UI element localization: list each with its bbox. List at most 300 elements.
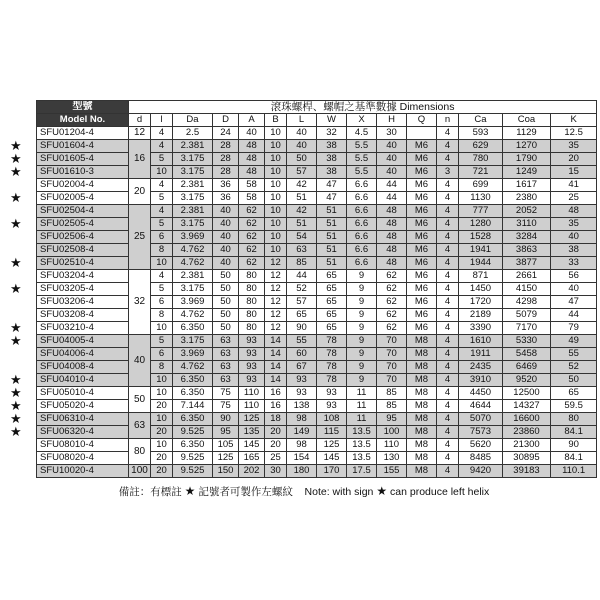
value-h: 40 (377, 140, 407, 153)
value-a: 93 (239, 348, 265, 361)
value-b: 25 (265, 452, 287, 465)
value-n: 4 (437, 127, 459, 140)
value-l: 40 (287, 140, 317, 153)
left-helix-star-icon: ★ (10, 163, 22, 179)
value-a: 48 (239, 140, 265, 153)
value-w: 145 (317, 452, 347, 465)
model-number: SFU08020-4 (37, 452, 129, 465)
value-q: M6 (407, 257, 437, 270)
value-da: 4.762 (173, 361, 213, 374)
value-n: 4 (437, 179, 459, 192)
value-ca: 2435 (459, 361, 503, 374)
table-row (37, 439, 597, 452)
star-icon: ★ (184, 484, 196, 498)
model-number: SFU06310-4 (37, 413, 129, 426)
model-number: SFU03208-4 (37, 309, 129, 322)
left-helix-star-icon: ★ (10, 397, 22, 413)
value-da: 3.969 (173, 296, 213, 309)
value-coa: 12500 (503, 387, 551, 400)
value-a: 62 (239, 244, 265, 257)
value-w: 65 (317, 270, 347, 283)
value-ca: 721 (459, 166, 503, 179)
column-header-q: Q (407, 114, 437, 127)
shaft-diameter-cell: 100 (129, 465, 151, 478)
model-number: SFU10020-4 (37, 465, 129, 478)
value-a: 110 (239, 387, 265, 400)
value-d: 63 (213, 348, 239, 361)
value-q: M8 (407, 465, 437, 478)
value-a: 80 (239, 283, 265, 296)
column-header-d: d (129, 114, 151, 127)
value-ca: 777 (459, 205, 503, 218)
value-h: 30 (377, 127, 407, 140)
value-l: 10 (151, 387, 173, 400)
spec-table-container (8, 100, 600, 498)
value-da: 4.762 (173, 244, 213, 257)
value-x: 6.6 (347, 179, 377, 192)
value-da: 2.381 (173, 179, 213, 192)
value-n: 4 (437, 426, 459, 439)
value-a: 135 (239, 426, 265, 439)
value-a: 145 (239, 439, 265, 452)
value-da: 3.969 (173, 348, 213, 361)
value-l: 5 (151, 153, 173, 166)
value-w: 51 (317, 231, 347, 244)
shaft-diameter-cell: 25 (129, 205, 151, 270)
value-w: 170 (317, 465, 347, 478)
value-h: 70 (377, 374, 407, 387)
value-da: 6.350 (173, 387, 213, 400)
value-k: 12.5 (551, 127, 597, 140)
shaft-diameter-cell: 63 (129, 413, 151, 439)
dimensions-header: 滾珠螺桿、螺帽之基準數據 Dimensions (129, 101, 597, 114)
value-k: 40 (551, 231, 597, 244)
model-number: SFU03206-4 (37, 296, 129, 309)
table-row (37, 166, 597, 179)
value-coa: 3284 (503, 231, 551, 244)
value-ca: 699 (459, 179, 503, 192)
value-w: 47 (317, 179, 347, 192)
value-ca: 3910 (459, 374, 503, 387)
model-number: SFU08010-4 (37, 439, 129, 452)
value-h: 48 (377, 231, 407, 244)
table-row (37, 361, 597, 374)
value-d: 36 (213, 192, 239, 205)
value-h: 62 (377, 270, 407, 283)
value-h: 70 (377, 335, 407, 348)
value-l: 51 (287, 218, 317, 231)
shaft-diameter-cell: 50 (129, 387, 151, 413)
value-a: 80 (239, 322, 265, 335)
value-l: 6 (151, 348, 173, 361)
value-h: 40 (377, 153, 407, 166)
value-ca: 1911 (459, 348, 503, 361)
value-h: 44 (377, 192, 407, 205)
value-ca: 7573 (459, 426, 503, 439)
value-l: 85 (287, 257, 317, 270)
value-q: M8 (407, 387, 437, 400)
value-ca: 1941 (459, 244, 503, 257)
value-x: 5.5 (347, 153, 377, 166)
column-header-x: X (347, 114, 377, 127)
model-number: SFU04005-4 (37, 335, 129, 348)
model-number: SFU02505-4 (37, 218, 129, 231)
table-row (37, 205, 597, 218)
column-header-w: W (317, 114, 347, 127)
value-d: 105 (213, 439, 239, 452)
table-row (37, 335, 597, 348)
value-q: M8 (407, 452, 437, 465)
value-n: 4 (437, 413, 459, 426)
value-coa: 21300 (503, 439, 551, 452)
value-d: 50 (213, 283, 239, 296)
value-d: 24 (213, 127, 239, 140)
value-d: 75 (213, 387, 239, 400)
value-l: 20 (151, 400, 173, 413)
value-n: 4 (437, 400, 459, 413)
value-l: 42 (287, 205, 317, 218)
value-ca: 4644 (459, 400, 503, 413)
value-b: 12 (265, 309, 287, 322)
value-l: 98 (287, 439, 317, 452)
value-ca: 8485 (459, 452, 503, 465)
value-l: 10 (151, 322, 173, 335)
value-h: 40 (377, 166, 407, 179)
value-b: 10 (265, 153, 287, 166)
value-coa: 5079 (503, 309, 551, 322)
value-w: 65 (317, 309, 347, 322)
value-n: 4 (437, 205, 459, 218)
value-b: 14 (265, 374, 287, 387)
value-k: 35 (551, 218, 597, 231)
value-b: 12 (265, 283, 287, 296)
value-n: 4 (437, 153, 459, 166)
value-d: 95 (213, 426, 239, 439)
value-k: 25 (551, 192, 597, 205)
value-l: 149 (287, 426, 317, 439)
column-header-ca: Ca (459, 114, 503, 127)
value-coa: 1617 (503, 179, 551, 192)
value-d: 90 (213, 413, 239, 426)
value-k: 44 (551, 309, 597, 322)
value-q: M6 (407, 244, 437, 257)
value-b: 12 (265, 296, 287, 309)
value-a: 80 (239, 270, 265, 283)
footnote (8, 484, 600, 499)
value-coa: 1790 (503, 153, 551, 166)
value-coa: 9520 (503, 374, 551, 387)
table-row (37, 400, 597, 413)
value-k: 84.1 (551, 452, 597, 465)
value-h: 85 (377, 387, 407, 400)
table-row (37, 322, 597, 335)
value-n: 4 (437, 452, 459, 465)
table-row (37, 387, 597, 400)
table-row (37, 465, 597, 478)
value-b: 10 (265, 231, 287, 244)
value-n: 4 (437, 387, 459, 400)
value-k: 49 (551, 335, 597, 348)
value-x: 9 (347, 283, 377, 296)
value-w: 65 (317, 322, 347, 335)
value-h: 62 (377, 296, 407, 309)
value-h: 130 (377, 452, 407, 465)
value-b: 14 (265, 335, 287, 348)
left-helix-star-icon: ★ (10, 254, 22, 270)
column-header-a: A (239, 114, 265, 127)
value-x: 5.5 (347, 166, 377, 179)
value-l: 57 (287, 166, 317, 179)
value-b: 16 (265, 387, 287, 400)
shaft-diameter-cell: 80 (129, 439, 151, 465)
value-l: 54 (287, 231, 317, 244)
value-q: M8 (407, 439, 437, 452)
value-d: 40 (213, 257, 239, 270)
value-l: 20 (151, 426, 173, 439)
value-a: 62 (239, 205, 265, 218)
value-da: 2.381 (173, 205, 213, 218)
value-k: 65 (551, 387, 597, 400)
value-n: 4 (437, 374, 459, 387)
left-helix-star-icon: ★ (10, 423, 22, 439)
value-w: 78 (317, 361, 347, 374)
value-coa: 16600 (503, 413, 551, 426)
left-helix-star-icon: ★ (10, 332, 22, 348)
value-a: 202 (239, 465, 265, 478)
value-l: 10 (151, 374, 173, 387)
value-x: 11 (347, 387, 377, 400)
value-w: 51 (317, 257, 347, 270)
value-x: 6.6 (347, 257, 377, 270)
value-a: 58 (239, 192, 265, 205)
value-coa: 4150 (503, 283, 551, 296)
value-coa: 2380 (503, 192, 551, 205)
value-da: 9.525 (173, 452, 213, 465)
value-x: 9 (347, 335, 377, 348)
value-a: 93 (239, 335, 265, 348)
value-k: 40 (551, 283, 597, 296)
value-d: 40 (213, 205, 239, 218)
value-ca: 1528 (459, 231, 503, 244)
value-ca: 9420 (459, 465, 503, 478)
table-row (37, 309, 597, 322)
shaft-diameter-cell: 12 (129, 127, 151, 140)
value-d: 125 (213, 452, 239, 465)
value-d: 63 (213, 335, 239, 348)
value-a: 165 (239, 452, 265, 465)
value-ca: 1450 (459, 283, 503, 296)
value-x: 6.6 (347, 192, 377, 205)
value-coa: 1249 (503, 166, 551, 179)
value-coa: 5458 (503, 348, 551, 361)
value-q (407, 127, 437, 140)
value-k: 110.1 (551, 465, 597, 478)
value-l: 5 (151, 192, 173, 205)
value-coa: 2661 (503, 270, 551, 283)
value-da: 6.350 (173, 374, 213, 387)
value-x: 6.6 (347, 218, 377, 231)
value-da: 4.762 (173, 257, 213, 270)
value-q: M8 (407, 361, 437, 374)
value-coa: 3110 (503, 218, 551, 231)
value-n: 4 (437, 231, 459, 244)
value-q: M8 (407, 335, 437, 348)
model-number: SFU01610-3 (37, 166, 129, 179)
value-w: 51 (317, 205, 347, 218)
value-coa: 14327 (503, 400, 551, 413)
model-number: SFU04006-4 (37, 348, 129, 361)
value-l: 93 (287, 387, 317, 400)
left-helix-star-icon: ★ (10, 410, 22, 426)
value-x: 13.5 (347, 426, 377, 439)
value-k: 59.5 (551, 400, 597, 413)
value-w: 108 (317, 413, 347, 426)
value-x: 5.5 (347, 140, 377, 153)
value-d: 50 (213, 270, 239, 283)
value-d: 28 (213, 140, 239, 153)
value-coa: 1129 (503, 127, 551, 140)
table-row (37, 270, 597, 283)
value-w: 65 (317, 296, 347, 309)
value-l: 67 (287, 361, 317, 374)
value-a: 93 (239, 374, 265, 387)
value-coa: 5330 (503, 335, 551, 348)
table-row (37, 296, 597, 309)
value-l: 98 (287, 413, 317, 426)
shaft-diameter-cell: 40 (129, 335, 151, 387)
value-k: 41 (551, 179, 597, 192)
value-d: 40 (213, 231, 239, 244)
value-b: 10 (265, 244, 287, 257)
value-n: 4 (437, 296, 459, 309)
value-q: M6 (407, 166, 437, 179)
value-l: 10 (151, 439, 173, 452)
column-header-da: Da (173, 114, 213, 127)
value-l: 52 (287, 283, 317, 296)
value-w: 38 (317, 166, 347, 179)
value-l: 20 (151, 465, 173, 478)
value-b: 10 (265, 127, 287, 140)
model-number: SFU03205-4 (37, 283, 129, 296)
value-k: 35 (551, 140, 597, 153)
value-l: 4 (151, 205, 173, 218)
left-helix-star-icon: ★ (10, 319, 22, 335)
note-cn-prefix: 備註：有標註 (118, 486, 182, 498)
value-da: 7.144 (173, 400, 213, 413)
value-d: 40 (213, 244, 239, 257)
value-d: 150 (213, 465, 239, 478)
value-n: 4 (437, 335, 459, 348)
left-helix-star-icon: ★ (10, 150, 22, 166)
left-helix-star-icon: ★ (10, 137, 22, 153)
value-l: 180 (287, 465, 317, 478)
value-a: 48 (239, 166, 265, 179)
value-a: 58 (239, 179, 265, 192)
value-coa: 30895 (503, 452, 551, 465)
value-x: 13.5 (347, 452, 377, 465)
value-n: 4 (437, 465, 459, 478)
column-header-b: B (265, 114, 287, 127)
value-da: 9.525 (173, 465, 213, 478)
value-h: 62 (377, 309, 407, 322)
value-n: 4 (437, 439, 459, 452)
value-coa: 39183 (503, 465, 551, 478)
value-ca: 629 (459, 140, 503, 153)
star-icon: ★ (376, 484, 388, 498)
value-b: 12 (265, 322, 287, 335)
value-q: M8 (407, 348, 437, 361)
column-header-d: D (213, 114, 239, 127)
value-a: 48 (239, 153, 265, 166)
value-k: 52 (551, 361, 597, 374)
value-l: 5 (151, 218, 173, 231)
value-q: M6 (407, 231, 437, 244)
value-b: 14 (265, 348, 287, 361)
value-n: 4 (437, 283, 459, 296)
value-x: 6.6 (347, 205, 377, 218)
value-k: 84.1 (551, 426, 597, 439)
value-k: 50 (551, 374, 597, 387)
value-b: 16 (265, 400, 287, 413)
value-a: 62 (239, 218, 265, 231)
value-l: 6 (151, 296, 173, 309)
value-w: 51 (317, 244, 347, 257)
value-b: 14 (265, 361, 287, 374)
value-x: 4.5 (347, 127, 377, 140)
value-l: 65 (287, 309, 317, 322)
column-header-l: l (151, 114, 173, 127)
value-coa: 23860 (503, 426, 551, 439)
value-k: 79 (551, 322, 597, 335)
value-l: 4 (151, 140, 173, 153)
table-row (37, 127, 597, 140)
value-n: 4 (437, 348, 459, 361)
value-q: M6 (407, 283, 437, 296)
model-number: SFU01604-4 (37, 140, 129, 153)
shaft-diameter-cell: 16 (129, 140, 151, 179)
value-l: 5 (151, 283, 173, 296)
value-da: 2.381 (173, 270, 213, 283)
column-header-k: K (551, 114, 597, 127)
value-h: 100 (377, 426, 407, 439)
table-row (37, 153, 597, 166)
value-l: 8 (151, 361, 173, 374)
value-h: 110 (377, 439, 407, 452)
value-h: 70 (377, 348, 407, 361)
value-x: 6.6 (347, 244, 377, 257)
value-l: 10 (151, 166, 173, 179)
value-w: 51 (317, 218, 347, 231)
value-ca: 871 (459, 270, 503, 283)
value-w: 93 (317, 387, 347, 400)
value-w: 38 (317, 153, 347, 166)
value-l: 154 (287, 452, 317, 465)
value-x: 11 (347, 400, 377, 413)
value-da: 6.350 (173, 322, 213, 335)
value-b: 10 (265, 192, 287, 205)
value-b: 18 (265, 413, 287, 426)
value-d: 63 (213, 361, 239, 374)
model-header-cn: 型號 (37, 101, 129, 114)
value-coa: 2052 (503, 205, 551, 218)
value-ca: 1944 (459, 257, 503, 270)
value-b: 20 (265, 426, 287, 439)
value-w: 93 (317, 400, 347, 413)
value-n: 4 (437, 322, 459, 335)
value-x: 9 (347, 322, 377, 335)
value-da: 3.175 (173, 335, 213, 348)
value-d: 50 (213, 309, 239, 322)
